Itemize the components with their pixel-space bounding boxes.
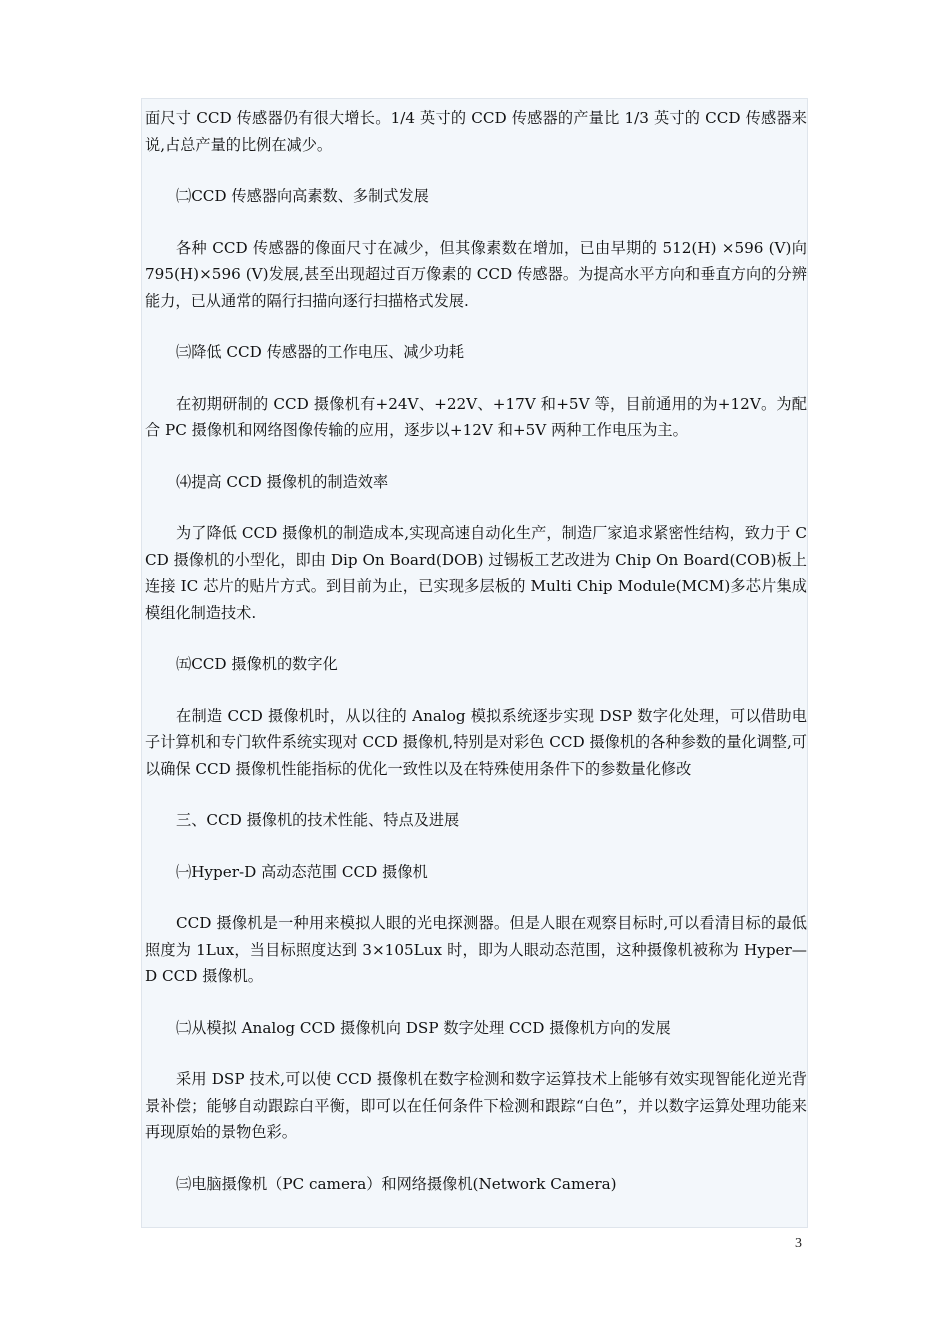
paragraph: 面尺寸 CCD 传感器仍有很大增长。1/4 英寸的 CCD 传感器的产量比 1/3 英寸的 CCD 传感器来说,占总产量的比例在减少。	[145, 109, 807, 154]
paragraph: 为了降低 CCD 摄像机的制造成本,实现高速自动化生产，制造厂家追求紧密性结构，致力于 CCD 摄像机的小型化，即由 Dip On Board(DOB) 过锡板工艺改进为 Chip On Board(COB)板上连接 IC 芯片的贴片方式。到目前为止，已实现多层板的 Multi Chip Module(MCM)多芯片集成模组化制造技术.	[145, 524, 807, 622]
paragraph: 各种 CCD 传感器的像面尺寸在减少，但其像素数在增加，已由早期的 512(H) ×596 (V)向 795(H)×596 (V)发展,甚至出现超过百万像素的 CCD 传感器。为提高水平方向和垂直方向的分辨能力，已从通常的隔行扫描向逐行扫描格式发展.	[145, 238, 807, 310]
paragraph: 在初期研制的 CCD 摄像机有+24V、+22V、+17V 和+5V 等，目前通用的为+12V。为配合 PC 摄像机和网络图像传输的应用，逐步以+12V 和+5V 两种工作电压为主。	[145, 394, 807, 439]
section-heading: ㈡CCD 传感器向高素数、多制式发展	[176, 187, 429, 205]
section-heading: ㈢电脑摄像机（PC camera）和网络摄像机(Network Camera)	[176, 1174, 617, 1193]
page-number: 3	[795, 1236, 802, 1251]
document-content	[141, 98, 808, 1228]
section-heading: ㈡从模拟 Analog CCD 摄像机向 DSP 数字处理 CCD 摄像机方向的发展	[176, 1018, 671, 1037]
section-heading: ㈤CCD 摄像机的数字化	[176, 655, 338, 673]
section-heading: 三、CCD 摄像机的技术性能、特点及进展	[176, 811, 460, 829]
paragraph: 在制造 CCD 摄像机时，从以往的 Analog 模拟系统逐步实现 DSP 数字化处理，可以借助电子计算机和专门软件系统实现对 CCD 摄像机,特别是对彩色 CCD 摄像机的各种参数的量化调整,可以确保 CCD 摄像机性能指标的优化一致性以及在特殊使用条件下的参数量化修改	[145, 706, 807, 778]
paragraph: CCD 摄像机是一种用来模拟人眼的光电探测器。但是人眼在观察目标时,可以看清目标的最低照度为 1Lux，当目标照度达到 3×105Lux 时，即为人眼动态范围，这种摄像机被称为 Hyper—D CCD 摄像机。	[145, 914, 807, 985]
section-heading: ⑷提高 CCD 摄像机的制造效率	[176, 472, 389, 491]
section-heading: ㈠Hyper-D 高动态范围 CCD 摄像机	[176, 862, 428, 881]
section-heading: ㈢降低 CCD 传感器的工作电压、减少功耗	[176, 343, 465, 361]
paragraph: 采用 DSP 技术,可以使 CCD 摄像机在数字检测和数字运算技术上能够有效实现智能化逆光背景补偿；能够自动跟踪白平衡，即可以在任何条件下检测和跟踪“白色”，并以数字运算处理功能来再现原始的景物色彩。	[145, 1070, 807, 1141]
